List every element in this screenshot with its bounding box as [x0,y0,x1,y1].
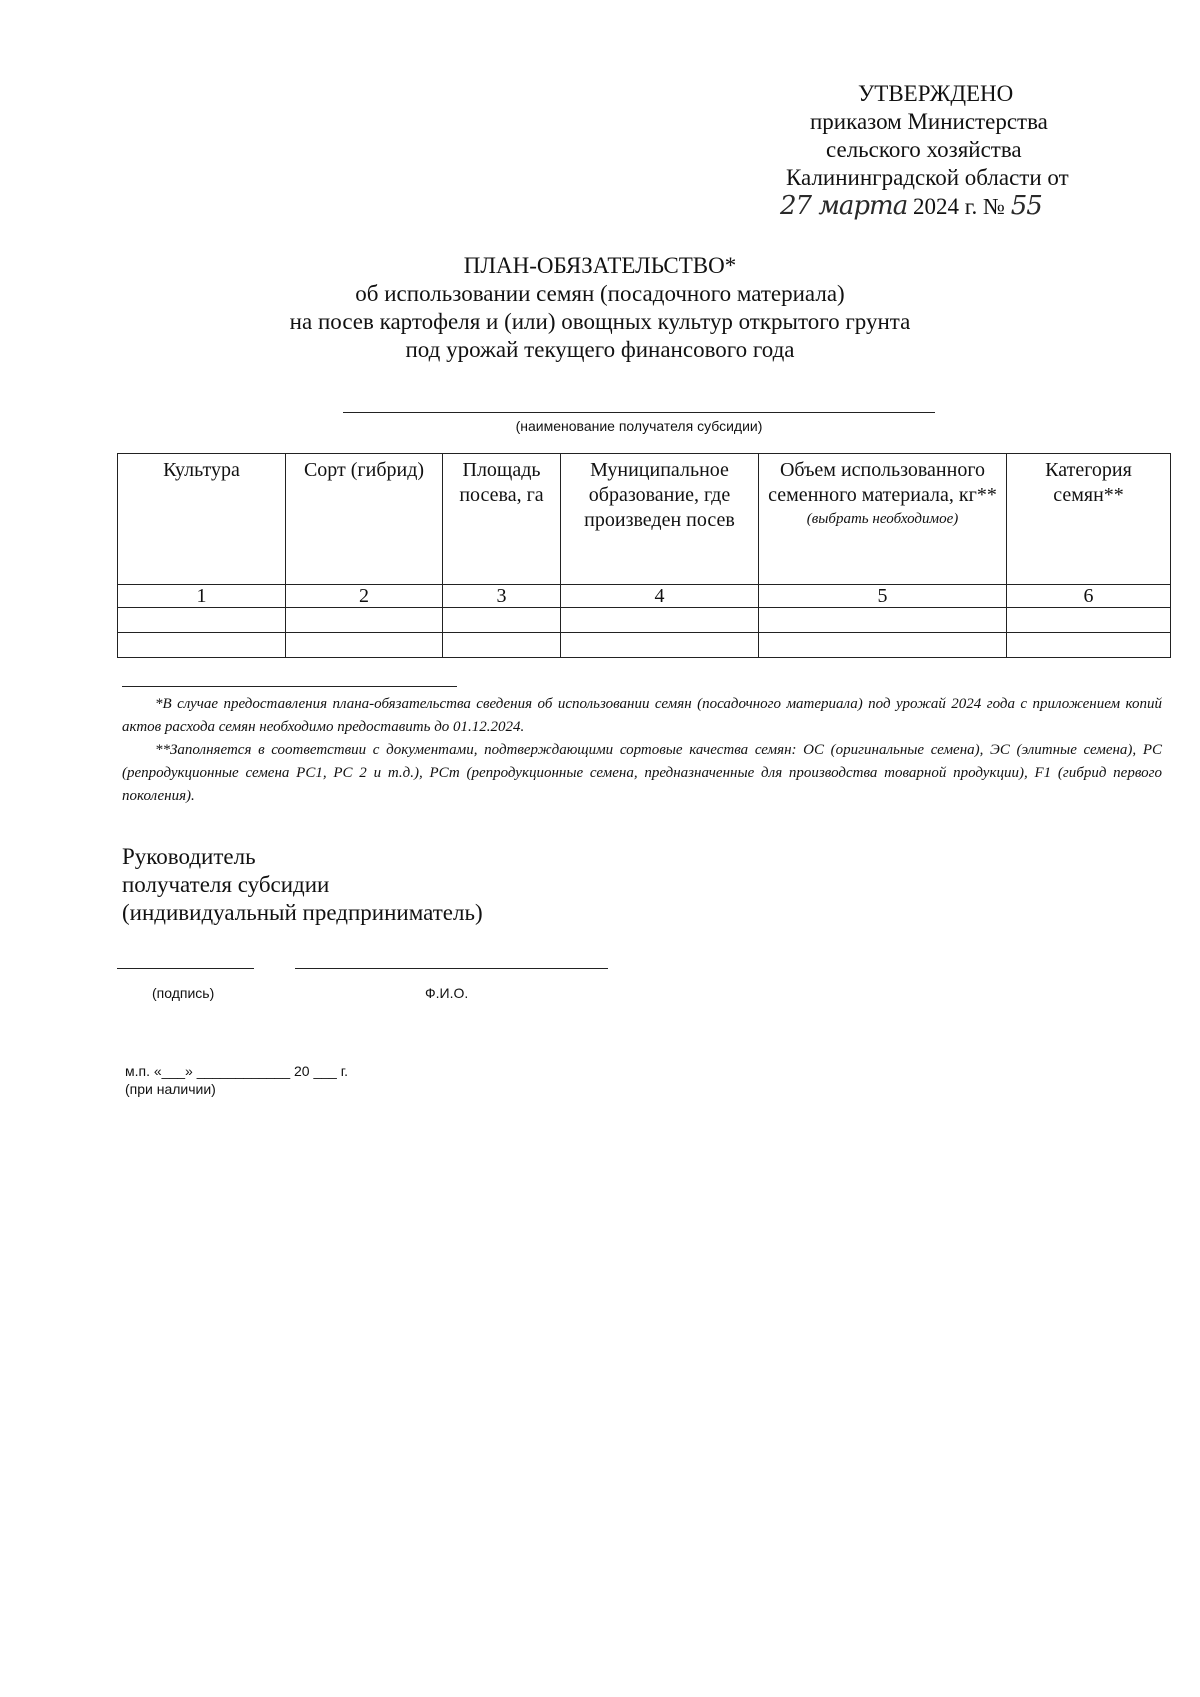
signature-line [117,968,254,969]
column-number: 6 [1007,585,1171,608]
column-header-volume-label: Объем использованного семенного материала, кг** [768,459,997,506]
document-subtitle: на посев картофеля и (или) овощных культур открытого грунта [289,309,911,334]
table-cell[interactable] [1007,608,1171,633]
approval-line: сельского хозяйства [826,137,1022,162]
column-number: 2 [286,585,443,608]
column-number: 3 [443,585,561,608]
document-subtitle: об использовании семян (посадочного материала) [355,281,845,306]
document-subtitle: под урожай текущего финансового года [405,337,795,362]
footnote-1: *В случае предоставления плана-обязательства сведения об использовании семян (посадочного материала) под урожай 2024 года с приложением копий актов расхода семян необходимо предоставить до 01.12.2024. [122,696,1162,735]
table-row [118,608,1171,633]
signature-caption: (подпись) [152,985,215,1001]
handwritten-number: 55 [1010,191,1042,221]
column-header-area: Площадь посева, га [443,454,561,585]
table-cell[interactable] [561,608,759,633]
table-cell[interactable] [118,633,286,658]
approval-year: 2024 г. № [912,194,1006,219]
column-header-volume-note: (выбрать необходимое) [806,511,959,527]
column-header-culture: Культура [118,454,286,585]
recipient-caption: (наименование получателя субсидии) [515,418,763,434]
footnote-2: **Заполняется в соответствии с документами, подтверждающими сортовые качества семян: ОС (оригинальные семена), ЭС (элитные семена), РС (репродукционные семена РС1, РС 2 и т.д.), РСт (репродукционные семена, предназначенные для производства товарной продукции), F1 (гибрид первого поколения). [122,742,1162,804]
table-cell[interactable] [286,633,443,658]
column-header-municipality: Муниципальное образование, где произведен посев [561,454,759,585]
seed-usage-table [117,453,1171,658]
column-number: 1 [118,585,286,608]
handwritten-date: 27 марта [780,191,908,221]
signatory-line: получателя субсидии [122,872,330,897]
recipient-name-line [343,412,935,413]
table-cell[interactable] [759,608,1007,633]
signatory-line: Руководитель [122,844,256,869]
signatory-block [122,843,483,927]
column-header-volume [759,454,1007,585]
table-cell[interactable] [443,608,561,633]
fio-caption: Ф.И.О. [425,985,469,1001]
column-header-category: Категория семян** [1007,454,1171,585]
table-cell[interactable] [443,633,561,658]
footnotes [122,693,1162,808]
table-cell[interactable] [118,608,286,633]
table-row [118,633,1171,658]
approval-block [780,80,1160,221]
column-header-variety: Сорт (гибрид) [286,454,443,585]
fio-line [295,968,608,969]
approval-line: приказом Министерства [810,109,1048,134]
table-cell[interactable] [1007,633,1171,658]
signatory-line: (индивидуальный предприниматель) [122,900,483,925]
document-title: ПЛАН-ОБЯЗАТЕЛЬСТВО* [463,253,737,278]
approval-date-line [780,192,1160,221]
stamp-date-line: м.п. «___» ____________ 20 ___ г. [125,1063,349,1079]
approval-line: Калининградской области от [786,165,1069,190]
table-number-row [118,585,1171,608]
approval-title: УТВЕРЖДЕНО [858,81,1014,106]
table-cell[interactable] [759,633,1007,658]
table-header-row [118,454,1171,585]
column-number: 4 [561,585,759,608]
column-number: 5 [759,585,1007,608]
table-cell[interactable] [286,608,443,633]
footnote-separator [122,686,457,687]
table-cell[interactable] [561,633,759,658]
stamp-note: (при наличии) [125,1081,216,1097]
